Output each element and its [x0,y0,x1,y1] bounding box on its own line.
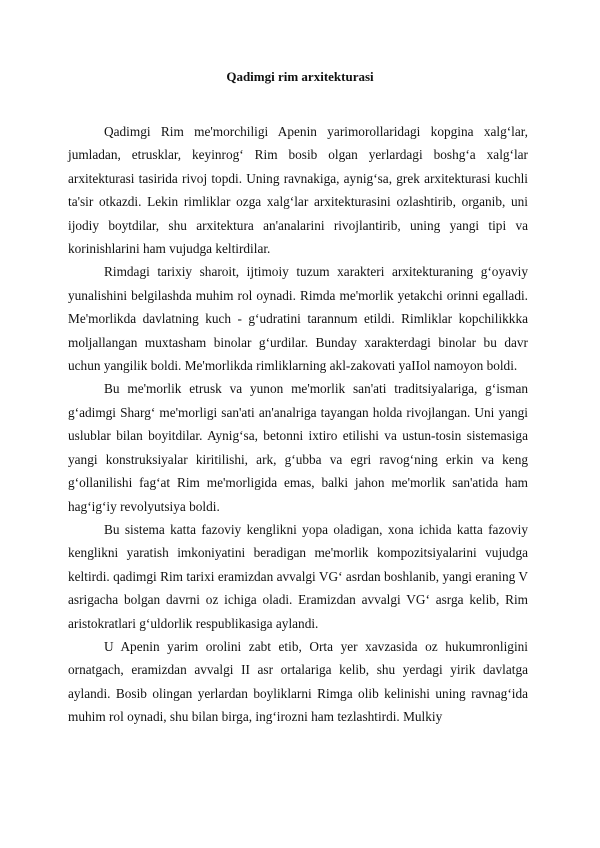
paragraph: Rimdagi tarixiy sharoit, ijtimoiy tuzum xarakteri arxitekturaning g‘oyaviy yunalishini belgilashda muhim rol oynadi. Rimda me'morlik yetakchi orinni egalladi. Me'morlikda davlatning kuch - g‘udratini tarannum etildi. Rimliklar kopchilikkka moljallangan muxtasham binolar g‘urdilar. Bunday xarakterdagi binolar bu davr uchun yangilik boldi. Me'morlikda rimliklarning akl-zakovati yaIIol namoyon boldi. [68,264,528,374]
document-title: Qadimgi rim arxitekturasi [226,69,374,84]
paragraph: U Apenin yarim orolini zabt etib, Orta yer xavzasida oz hukumronligini ornatgach, eramizdan avvalgi II asr ortalariga kelib, shu yerdagi yirik davlatga aylandi. Bosib olingan yerlardan boyliklarni Rimga olib kelinishi uning ravnag‘ida muhim rol oynadi, shu bilan birga, ing‘irozni ham tezlashtirdi. Mulkiy [68,638,528,725]
paragraph: Bu me'morlik etrusk va yunon me'morlik san'ati traditsiyalariga, g‘isman g‘adimgi Sharg‘ me'morligi san'ati an'analriga tayangan holda rivojlangan. Uni yangi uslublar bilan boyitdilar. Aynig‘sa, betonni ixtiro etilishi va ustun-tosin sistemasiga yangi konstruksiyalar kiritilishi, ark, g‘ubba va egri ravog‘ning erkin va keng g‘ollanilishi fag‘at Rim me'morligida emas, balki jahon me'morlik san'atida ham hag‘ig‘iy revolyutsiya boldi. [68,381,528,514]
document-body [68,120,528,729]
paragraph: Qadimgi Rim me'morchiligi Apenin yarimorollaridagi kopgina xalg‘lar, jumladan, etrusklar, keyinrog‘ Rim bosib olgan yerlardagi boshg‘a xalg‘lar arxitekturasi tasirida rivoj topdi. Uning ravnakiga, aynig‘sa, grek arxitekturasi kuchli ta'sir otkazdi. Lekin rimliklar ozga xalg‘lar arxitekturasini ozlashtirib, organib, uni ijodiy boytdilar, shu arxitektura an'analarini rivojlantirib, uning yangi tipi va korinishlarini ham vujudga keltirdilar. [68,124,528,257]
paragraph: Bu sistema katta fazoviy kenglikni yopa oladigan, xona ichida katta fazoviy kenglikni yaratish imkoniyatini beradigan me'morlik kompozitsiyalarini vujudga keltirdi. qadimgi Rim tarixi eramizdan avvalgi VG‘ asrdan boshlanib, yangi eraning V asrigacha bolgan davrni oz ichiga oladi. Eramizdan avvalgi VG‘ asrga kelib, Rim aristokratlari g‘uldorlik respublikasiga aylandi. [68,521,528,631]
